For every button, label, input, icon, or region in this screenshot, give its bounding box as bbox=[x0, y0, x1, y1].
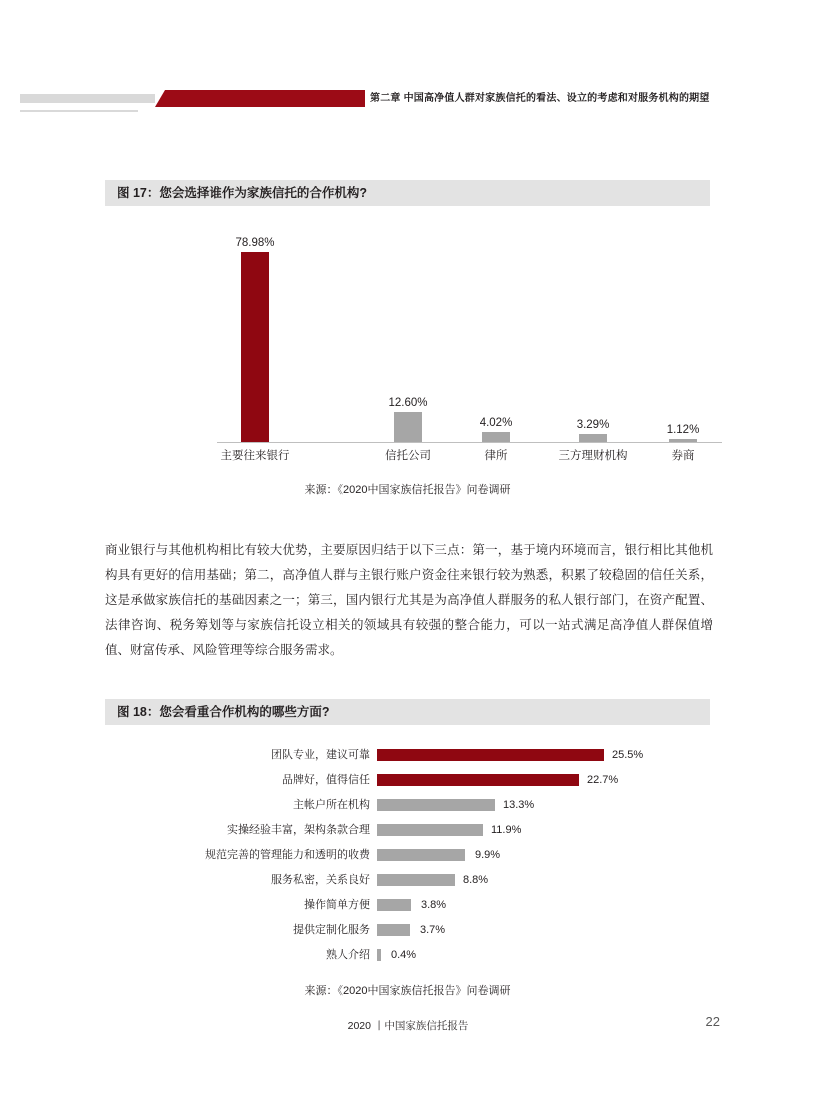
figure17-chart bbox=[105, 215, 710, 460]
body-paragraph: 商业银行与其他机构相比有较大优势，主要原因归结于以下三点：第一，基于境内环境而言，银行相比其他机构具有更好的信用基础；第二，高净值人群与主银行账户资金往来银行较为熟悉，积累了较稳固的信任关系，这是承做家族信托的基础因素之一；第三，国内银行尤其是为高净值人群服务的私人银行部门，在资产配置、法律咨询、税务筹划等与家族信托设立相关的领域具有较强的整合能力，可以一站式满足高净值人群保值增值、财富传承、风险管理等综合服务需求。 bbox=[105, 543, 713, 657]
page-header bbox=[0, 86, 816, 116]
figure18-chart bbox=[105, 738, 710, 968]
chart17-bar-group-4 bbox=[655, 424, 711, 442]
chart17-bar-2[interactable] bbox=[482, 432, 510, 442]
chart18-row-6 bbox=[105, 893, 710, 918]
chart18-value-8: 0.4% bbox=[391, 949, 417, 961]
chart17-category-3: 三方理财机构 bbox=[558, 450, 628, 462]
chart18-value-2: 13.3% bbox=[503, 799, 535, 811]
chart17-category-4: 券商 bbox=[671, 450, 695, 462]
chart18-value-4: 9.9% bbox=[475, 849, 501, 861]
chart18-row-2 bbox=[105, 793, 710, 818]
chart18-label-3: 实操经验丰富，架构条款合理 bbox=[227, 824, 370, 836]
header-red-bar bbox=[155, 90, 365, 107]
chart18-bar-3[interactable] bbox=[377, 824, 483, 836]
chart17-category-2: 律所 bbox=[484, 450, 508, 462]
chart18-row-8 bbox=[105, 943, 710, 968]
chart18-label-5: 服务私密，关系良好 bbox=[271, 874, 370, 886]
chart18-bar-8[interactable] bbox=[377, 949, 381, 961]
chart18-bar-2[interactable] bbox=[377, 799, 495, 811]
chart18-bar-5[interactable] bbox=[377, 874, 455, 886]
header-underline bbox=[20, 110, 138, 112]
chart18-value-6: 3.8% bbox=[421, 899, 447, 911]
figure17-title: 图 17：您会选择谁作为家族信托的合作机构? bbox=[105, 180, 710, 206]
chart18-row-3 bbox=[105, 818, 710, 843]
chart17-value-2: 4.02% bbox=[479, 417, 513, 429]
chart18-bar-4[interactable] bbox=[377, 849, 465, 861]
chart18-label-6: 操作简单方便 bbox=[304, 899, 370, 911]
chart18-row-7 bbox=[105, 918, 710, 943]
chart17-bar-4[interactable] bbox=[669, 439, 697, 442]
chart17-baseline bbox=[217, 442, 722, 443]
chart17-bar-1[interactable] bbox=[394, 412, 422, 442]
chart17-bar-group-2 bbox=[468, 417, 524, 442]
chart18-row-0 bbox=[105, 743, 710, 768]
chart18-value-7: 3.7% bbox=[420, 924, 446, 936]
chart17-category-1: 信托公司 bbox=[385, 450, 431, 462]
chart18-label-8: 熟人介绍 bbox=[326, 949, 370, 961]
chart17-bar-group-1 bbox=[380, 397, 436, 442]
chart17-category-0: 主要往来银行 bbox=[220, 450, 290, 462]
footer-text: 2020 丨中国家族信托报告 bbox=[347, 1020, 469, 1032]
chart18-bar-0[interactable] bbox=[377, 749, 604, 761]
page-number: 22 bbox=[705, 1014, 720, 1029]
chart18-bar-6[interactable] bbox=[377, 899, 411, 911]
chart17-bar-group-3 bbox=[565, 419, 621, 442]
figure17-source: 来源：《2020中国家族信托报告》问卷调研 bbox=[304, 484, 511, 496]
figure18-source: 来源：《2020中国家族信托报告》问卷调研 bbox=[304, 985, 511, 997]
chart17-value-4: 1.12% bbox=[666, 424, 700, 436]
chart17-value-1: 12.60% bbox=[388, 397, 428, 409]
chart17-value-3: 3.29% bbox=[576, 419, 610, 431]
chart17-bar-3[interactable] bbox=[579, 434, 607, 442]
chart17-bar-group-0 bbox=[227, 237, 283, 442]
chart18-row-1 bbox=[105, 768, 710, 793]
chart17-value-0: 78.98% bbox=[235, 237, 275, 249]
chart18-value-3: 11.9% bbox=[491, 824, 522, 836]
chart18-label-7: 提供定制化服务 bbox=[293, 924, 370, 936]
chart18-value-1: 22.7% bbox=[587, 774, 619, 786]
chart18-label-2: 主帐户所在机构 bbox=[293, 799, 370, 811]
chart18-bar-7[interactable] bbox=[377, 924, 410, 936]
chart18-row-5 bbox=[105, 868, 710, 893]
header-gray-bar bbox=[20, 94, 155, 103]
figure18-title: 图 18：您会看重合作机构的哪些方面? bbox=[105, 699, 710, 725]
chart18-label-1: 品牌好，值得信任 bbox=[282, 774, 370, 786]
chart18-value-0: 25.5% bbox=[612, 749, 644, 761]
chart18-row-4 bbox=[105, 843, 710, 868]
chart18-label-4: 规范完善的管理能力和透明的收费 bbox=[205, 849, 370, 861]
chart17-bar-0[interactable] bbox=[241, 252, 269, 442]
chart18-value-5: 8.8% bbox=[463, 874, 489, 886]
chapter-title: 第二章 中国高净值人群对家族信托的看法、设立的考虑和对服务机构的期望 bbox=[370, 93, 710, 104]
chart18-bar-1[interactable] bbox=[377, 774, 579, 786]
chart18-label-0: 团队专业，建议可靠 bbox=[271, 749, 370, 761]
